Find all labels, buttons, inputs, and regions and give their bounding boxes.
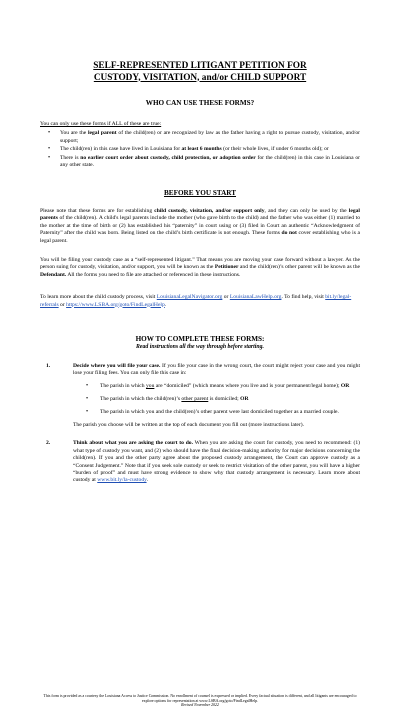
step-2-heading: Think about what you are asking the court to do.: [73, 440, 193, 447]
how-subheading: Read instructions all the way through before starting.: [136, 343, 264, 350]
link-lawhelp[interactable]: LouisianaLawHelp.org: [229, 294, 282, 301]
who-item-1: • You are the legal parent of the child(ren) or are recognized by law as the father having a right to pursue custody, visitation, and/or support;: [60, 130, 360, 144]
step-1-option-2: • The parish in which the child(ren)’s other parent is domiciled; OR: [100, 396, 360, 403]
title-line-2: CUSTODY, VISITATION, and/or CHILD SUPPORT: [93, 72, 307, 83]
step-1-heading: Decide where you will file your case.: [73, 362, 161, 369]
link-legal-referrals[interactable]: bit.ly/legal-referrals: [40, 294, 352, 308]
footer: [40, 694, 360, 708]
before-heading: BEFORE YOU START: [163, 188, 237, 197]
step-1-options: [73, 383, 360, 416]
link-find-legal-help[interactable]: https://www.LSBA.org/goto/FindLegalHelp: [66, 301, 165, 308]
how-heading: HOW TO COMPLETE THESE FORMS:: [135, 334, 265, 343]
who-item-2: • The child(ren) in this case have lived in Louisiana for at least 6 months (or their whole lives, if under 6 months old); or: [60, 146, 360, 153]
step-1-after: The parish you choose will be written at the top of each document you fill out (more instructions later).: [73, 422, 304, 429]
who-intro: You can only use these forms if ALL of these are true:: [40, 121, 162, 127]
before-paragraph-3: To learn more about the child custody process, visit LouisianaLegalNavigator.org or LouisianaLawHelp.org. To find help, visit bit.ly/legal-referrals or https://www.LSBA.org/goto/FindLegalHelp.: [40, 294, 352, 308]
link-la-custody[interactable]: www.bit.ly/la-custody: [97, 477, 147, 484]
step-1: 1. Decide where you will file your case. If you file your case in the wrong court, the court might reject your case and you might lose your filing fees. You can only file this case in: • The parish in which you are “domiciled” (which means where you live and is your permanent/legal home); OR • The parish in which the child(ren)’s other parent is domiciled; OR • The parish in which you and the child(ren)’s other parent were last domiciled together as a married couple. The parish you choose will be written at the top of each document you fill out (more instructions later).: [40, 363, 360, 430]
before-paragraph-1: Please note that these forms are for establishing child custody, visitation, and/or support only, and they can only be used by the legal parents of the child(ren). A child's legal parents include the mother (who gave birth to the child) and the father who was either (1) married to the mother at the time of birth or (2) has established his “paternity” in court using or (3) filed in Court an authentic “Acknowledgment of Paternity” after the child was born. Being listed on the child’s birth certificate is not enough. These forms do not cover establishing who is a legal parent.: [40, 207, 361, 244]
step-2: 2. Think about what you are asking the court to do. When you are asking the court for custody, you need to recommend: (1) what type of custody you want, and (2) who should have the final decision-making authority for major decisions concerning the child(ren). If you and the other party agree about the proposed custody arrangement, the Court can approve custody as a “Consent Judgement.” Note that if you seek sole custody or seek to restrict visitation of the other parent, you will have a higher “burden of proof” and must have strong evidence to show why that custody arrangement is necessary. Learn more about custody at www.bit.ly/la-custody.: [46, 440, 360, 484]
who-item-3: • There is no earlier court order about custody, child protection, or adoption order for the child(ren) in this case in Louisiana or any other state.: [60, 155, 360, 169]
footer-disclaimer: This form is provided as a courtesy the Louisiana Access to Justice Commission. No enrollment of counsel is expressed or implied. Every factual situation is different, and all litigants are encouraged to explore options for representation at www.LSBA.org/goto/FindLegalHelp.: [43, 694, 357, 703]
title-line-1: SELF-REPRESENTED LITIGANT PETITION FOR: [93, 61, 307, 71]
document-page: [0, 61, 400, 720]
step-2-number: 2.: [46, 440, 51, 447]
step-1-option-3: • The parish in which you and the child(ren)’s other parent were last domiciled together as a married couple.: [100, 409, 360, 416]
who-list: [40, 130, 360, 168]
document-title: [40, 61, 360, 84]
who-heading: WHO CAN USE THESE FORMS?: [145, 99, 255, 107]
step-1-option-1: • The parish in which you are “domiciled” (which means where you live and is your permanent/legal home); OR: [100, 383, 360, 390]
before-paragraph-2: You will be filing your custody case as a “self-represented litigant.” That means you are moving your case forward without a lawyer. As the person suing for custody, visitation, and/or support, you will be known as the Petitioner and the child(ren)’s other parent will be known as the Defendant. All the forms you need to file are attached or referenced in these instructions.: [40, 256, 360, 278]
link-legal-navigator[interactable]: LouisianaLegalNavigator.org: [156, 294, 223, 301]
footer-revision: Revised November 2022: [181, 703, 219, 708]
step-1-number: 1.: [46, 362, 51, 369]
